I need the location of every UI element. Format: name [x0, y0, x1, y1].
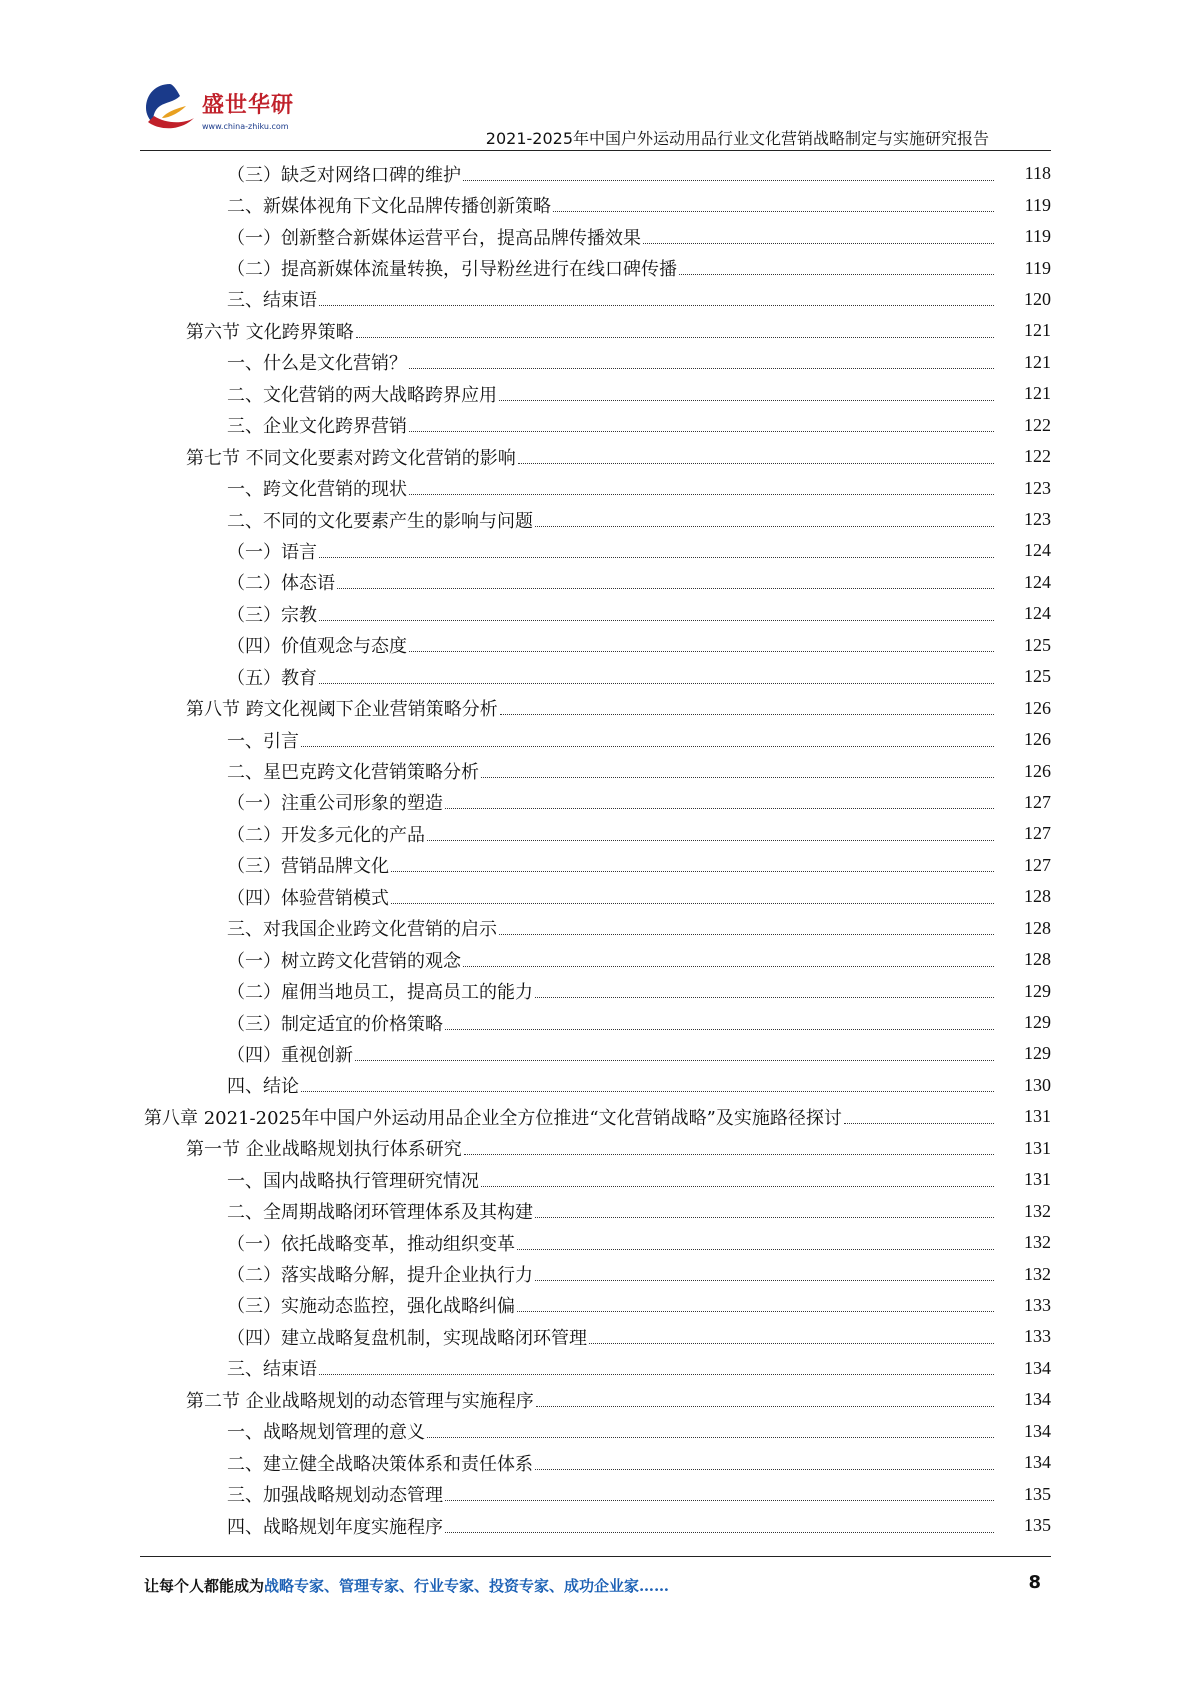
- toc-entry-page: 135: [1024, 1515, 1051, 1536]
- toc-entry[interactable]: [0, 567, 1191, 598]
- toc-entry[interactable]: [0, 1133, 1191, 1164]
- toc-entry[interactable]: [0, 913, 1191, 944]
- toc-entry-label: 第七节 不同文化要素对跨文化营销的影响: [186, 447, 516, 469]
- toc-dot-leader: [535, 996, 994, 998]
- toc-entry-page: 122: [1024, 414, 1051, 435]
- toc-entry-label: （三）缺乏对网络口碑的维护: [227, 164, 461, 186]
- toc-entry[interactable]: [0, 850, 1191, 881]
- toc-entry-label: 二、新媒体视角下文化品牌传播创新策略: [227, 196, 551, 218]
- toc-entry-page: 134: [1024, 1357, 1051, 1378]
- toc-entry-label: 第一节 企业战略规划执行体系研究: [186, 1139, 462, 1161]
- toc-entry[interactable]: [0, 284, 1191, 315]
- toc-entry-label: 三、结束语: [227, 1359, 317, 1381]
- toc-dot-leader: [427, 1436, 994, 1438]
- toc-entry-page: 132: [1024, 1200, 1051, 1221]
- toc-entry[interactable]: [0, 1227, 1191, 1258]
- toc-dot-leader: [535, 525, 994, 527]
- toc-entry-page: 126: [1024, 697, 1051, 718]
- toc-dot-leader: [463, 965, 994, 967]
- page-number: 8: [1028, 1572, 1041, 1593]
- toc-entry-label: （三）实施动态监控，强化战略纠偏: [227, 1296, 515, 1318]
- toc-entry-page: 122: [1024, 446, 1051, 467]
- toc-dot-leader: [517, 1310, 994, 1312]
- toc-entry-page: 123: [1024, 477, 1051, 498]
- toc-entry-page: 119: [1024, 226, 1051, 247]
- toc-entry[interactable]: [0, 787, 1191, 818]
- toc-entry-page: 121: [1024, 320, 1051, 341]
- toc-entry-page: 126: [1024, 729, 1051, 750]
- toc-dot-leader: [481, 776, 994, 778]
- toc-entry-label: 二、文化营销的两大战略跨界应用: [227, 384, 497, 406]
- toc-entry[interactable]: [0, 441, 1191, 472]
- slogan-prefix: 让每个人都能成为: [144, 1577, 265, 1595]
- toc-entry-label: 二、建立健全战略决策体系和责任体系: [227, 1453, 533, 1475]
- toc-entry[interactable]: [0, 1070, 1191, 1101]
- toc-entry-label: （一）创新整合新媒体运营平台，提高品牌传播效果: [227, 227, 641, 249]
- logo-url: www.china-zhiku.com: [202, 122, 289, 131]
- toc-entry[interactable]: [0, 818, 1191, 849]
- toc-entry-page: 124: [1024, 540, 1051, 561]
- toc-entry-label: （一）树立跨文化营销的观念: [227, 950, 461, 972]
- toc-dot-leader: [535, 1216, 994, 1218]
- toc-entry-label: （二）开发多元化的产品: [227, 824, 425, 846]
- toc-entry[interactable]: [0, 472, 1191, 503]
- toc-entry-page: 118: [1024, 163, 1051, 184]
- toc-entry[interactable]: [0, 630, 1191, 661]
- toc-entry[interactable]: [0, 1321, 1191, 1352]
- toc-entry[interactable]: [0, 1290, 1191, 1321]
- toc-entry-page: 119: [1024, 257, 1051, 278]
- toc-dot-leader: [517, 1248, 994, 1250]
- toc-dot-leader: [679, 273, 994, 275]
- toc-entry-label: （二）提高新媒体流量转换，引导粉丝进行在线口碑传播: [227, 259, 677, 281]
- toc-dot-leader: [463, 179, 994, 181]
- document-title: 2021-2025年中国户外运动用品行业文化营销战略制定与实施研究报告: [485, 129, 989, 148]
- toc-entry[interactable]: [0, 252, 1191, 283]
- toc-entry[interactable]: [0, 1258, 1191, 1289]
- toc-entry-page: 125: [1024, 634, 1051, 655]
- toc-entry[interactable]: [0, 1164, 1191, 1195]
- logo-mark-icon: [140, 78, 200, 138]
- toc-dot-leader: [844, 1122, 994, 1124]
- toc-dot-leader: [301, 745, 994, 747]
- header-divider: [140, 150, 1051, 151]
- toc-entry[interactable]: [0, 1353, 1191, 1384]
- toc-entry-page: 128: [1024, 949, 1051, 970]
- toc-dot-leader: [427, 839, 994, 841]
- toc-entry-page: 133: [1024, 1294, 1051, 1315]
- toc-entry-page: 128: [1024, 886, 1051, 907]
- toc-entry-label: 一、战略规划管理的意义: [227, 1422, 425, 1444]
- toc-dot-leader: [500, 713, 994, 715]
- toc-entry-label: 一、跨文化营销的现状: [227, 479, 407, 501]
- footer-divider: [140, 1556, 1051, 1557]
- toc-entry-label: （四）价值观念与态度: [227, 636, 407, 658]
- toc-entry-page: 123: [1024, 509, 1051, 530]
- slogan-highlight: 战略专家、管理专家、行业专家、投资专家、成功企业家……: [264, 1577, 670, 1595]
- toc-entry-label: 一、什么是文化营销？: [227, 353, 407, 375]
- toc-dot-leader: [319, 619, 994, 621]
- toc-entry-page: 131: [1024, 1169, 1051, 1190]
- toc-entry-page: 127: [1024, 823, 1051, 844]
- toc-entry-label: 第二节 企业战略规划的动态管理与实施程序: [186, 1390, 534, 1412]
- toc-entry-label: （三）宗教: [227, 604, 317, 626]
- company-logo: [140, 78, 320, 148]
- toc-dot-leader: [535, 1468, 994, 1470]
- toc-entry-page: 132: [1024, 1232, 1051, 1253]
- toc-entry[interactable]: [0, 598, 1191, 629]
- toc-dot-leader: [319, 556, 994, 558]
- toc-entry[interactable]: [0, 1416, 1191, 1447]
- toc-entry-label: 三、结束语: [227, 290, 317, 312]
- toc-entry-page: 130: [1024, 1074, 1051, 1095]
- toc-entry[interactable]: [0, 724, 1191, 755]
- toc-entry-page: 129: [1024, 980, 1051, 1001]
- toc-entry-label: （三）营销品牌文化: [227, 856, 389, 878]
- toc-entry-page: 129: [1024, 1012, 1051, 1033]
- toc-entry[interactable]: [0, 1510, 1191, 1541]
- toc-entry-label: 三、加强战略规划动态管理: [227, 1485, 443, 1507]
- toc-entry-page: 121: [1024, 351, 1051, 372]
- toc-entry-label: 三、企业文化跨界营销: [227, 416, 407, 438]
- toc-dot-leader: [445, 1531, 994, 1533]
- toc-entry[interactable]: [0, 692, 1191, 723]
- toc-dot-leader: [409, 430, 994, 432]
- toc-entry[interactable]: [0, 1101, 1191, 1132]
- toc-entry-page: 120: [1024, 288, 1051, 309]
- toc-entry[interactable]: [0, 158, 1191, 189]
- toc-entry-label: （四）重视创新: [227, 1044, 353, 1066]
- toc-entry-label: 第六节 文化跨界策略: [186, 321, 354, 343]
- toc-entry[interactable]: [0, 347, 1191, 378]
- toc-entry-page: 124: [1024, 571, 1051, 592]
- toc-entry[interactable]: [0, 410, 1191, 441]
- toc-entry[interactable]: [0, 504, 1191, 535]
- toc-entry[interactable]: [0, 1195, 1191, 1226]
- toc-entry[interactable]: [0, 944, 1191, 975]
- toc-entry[interactable]: [0, 1478, 1191, 1509]
- toc-entry-label: （二）落实战略分解，提升企业执行力: [227, 1265, 533, 1287]
- table-of-contents: [0, 158, 1191, 1541]
- toc-dot-leader: [445, 807, 994, 809]
- toc-entry-page: 128: [1024, 917, 1051, 938]
- toc-dot-leader: [553, 210, 994, 212]
- toc-dot-leader: [391, 902, 994, 904]
- toc-dot-leader: [499, 399, 994, 401]
- toc-entry-label: 一、引言: [227, 730, 299, 752]
- toc-entry-label: （二）雇佣当地员工，提高员工的能力: [227, 982, 533, 1004]
- toc-entry-label: （一）注重公司形象的塑造: [227, 793, 443, 815]
- toc-entry[interactable]: [0, 221, 1191, 252]
- toc-dot-leader: [409, 367, 994, 369]
- toc-entry-page: 133: [1024, 1326, 1051, 1347]
- toc-entry-label: 三、对我国企业跨文化营销的启示: [227, 919, 497, 941]
- toc-entry-page: 135: [1024, 1483, 1051, 1504]
- toc-entry-label: （四）建立战略复盘机制，实现战略闭环管理: [227, 1327, 587, 1349]
- toc-entry-label: 二、全周期战略闭环管理体系及其构建: [227, 1202, 533, 1224]
- logo-name: 盛世华研: [202, 93, 295, 118]
- toc-dot-leader: [337, 587, 994, 589]
- toc-entry-page: 132: [1024, 1263, 1051, 1284]
- toc-entry-label: 二、不同的文化要素产生的影响与问题: [227, 510, 533, 532]
- toc-dot-leader: [319, 682, 994, 684]
- toc-dot-leader: [319, 1373, 994, 1375]
- toc-entry[interactable]: [0, 881, 1191, 912]
- toc-entry-page: 131: [1024, 1106, 1051, 1127]
- toc-entry-page: 124: [1024, 603, 1051, 624]
- toc-dot-leader: [319, 304, 994, 306]
- toc-entry-page: 125: [1024, 666, 1051, 687]
- toc-dot-leader: [355, 1059, 994, 1061]
- toc-dot-leader: [464, 1153, 994, 1155]
- toc-entry-label: （三）制定适宜的价格策略: [227, 1013, 443, 1035]
- toc-dot-leader: [409, 493, 994, 495]
- toc-entry[interactable]: [0, 755, 1191, 786]
- toc-dot-leader: [535, 1279, 994, 1281]
- toc-dot-leader: [499, 933, 994, 935]
- toc-dot-leader: [643, 242, 994, 244]
- toc-entry[interactable]: [0, 189, 1191, 220]
- toc-entry-page: 126: [1024, 760, 1051, 781]
- toc-dot-leader: [445, 1499, 994, 1501]
- toc-dot-leader: [409, 650, 994, 652]
- toc-entry-label: （二）体态语: [227, 573, 335, 595]
- toc-entry-page: 131: [1024, 1137, 1051, 1158]
- toc-entry-page: 119: [1024, 194, 1051, 215]
- toc-entry[interactable]: [0, 975, 1191, 1006]
- toc-entry-label: 一、国内战略执行管理研究情况: [227, 1170, 479, 1192]
- toc-entry-label: 第八节 跨文化视阈下企业营销策略分析: [186, 699, 498, 721]
- toc-entry-label: （一）语言: [227, 541, 317, 563]
- toc-entry-label: 四、结论: [227, 1076, 299, 1098]
- toc-entry[interactable]: [0, 535, 1191, 566]
- toc-entry[interactable]: [0, 1384, 1191, 1415]
- toc-entry-page: 134: [1024, 1389, 1051, 1410]
- toc-entry[interactable]: [0, 661, 1191, 692]
- toc-entry-label: 四、战略规划年度实施程序: [227, 1516, 443, 1538]
- toc-entry-label: （五）教育: [227, 667, 317, 689]
- toc-dot-leader: [518, 462, 994, 464]
- toc-entry-page: 129: [1024, 1043, 1051, 1064]
- toc-entry[interactable]: [0, 1447, 1191, 1478]
- toc-entry-page: 127: [1024, 791, 1051, 812]
- toc-entry-page: 127: [1024, 854, 1051, 875]
- toc-entry-label: （四）体验营销模式: [227, 887, 389, 909]
- toc-dot-leader: [589, 1342, 994, 1344]
- toc-dot-leader: [391, 870, 994, 872]
- toc-dot-leader: [301, 1090, 994, 1092]
- toc-entry[interactable]: [0, 1007, 1191, 1038]
- toc-entry-page: 121: [1024, 383, 1051, 404]
- toc-entry[interactable]: [0, 378, 1191, 409]
- toc-dot-leader: [536, 1405, 994, 1407]
- toc-entry-label: （一）依托战略变革，推动组织变革: [227, 1233, 515, 1255]
- toc-dot-leader: [445, 1028, 994, 1030]
- page-header: [0, 0, 1191, 150]
- toc-dot-leader: [356, 336, 994, 338]
- toc-entry-label: 第八章 2021-2025年中国户外运动用品企业全方位推进“文化营销战略”及实施路径探讨: [144, 1107, 842, 1129]
- footer-slogan: [144, 1575, 669, 1596]
- toc-entry-label: 二、星巴克跨文化营销策略分析: [227, 762, 479, 784]
- toc-dot-leader: [481, 1185, 994, 1187]
- toc-entry-page: 134: [1024, 1452, 1051, 1473]
- toc-entry[interactable]: [0, 1038, 1191, 1069]
- toc-entry[interactable]: [0, 315, 1191, 346]
- toc-entry-page: 134: [1024, 1420, 1051, 1441]
